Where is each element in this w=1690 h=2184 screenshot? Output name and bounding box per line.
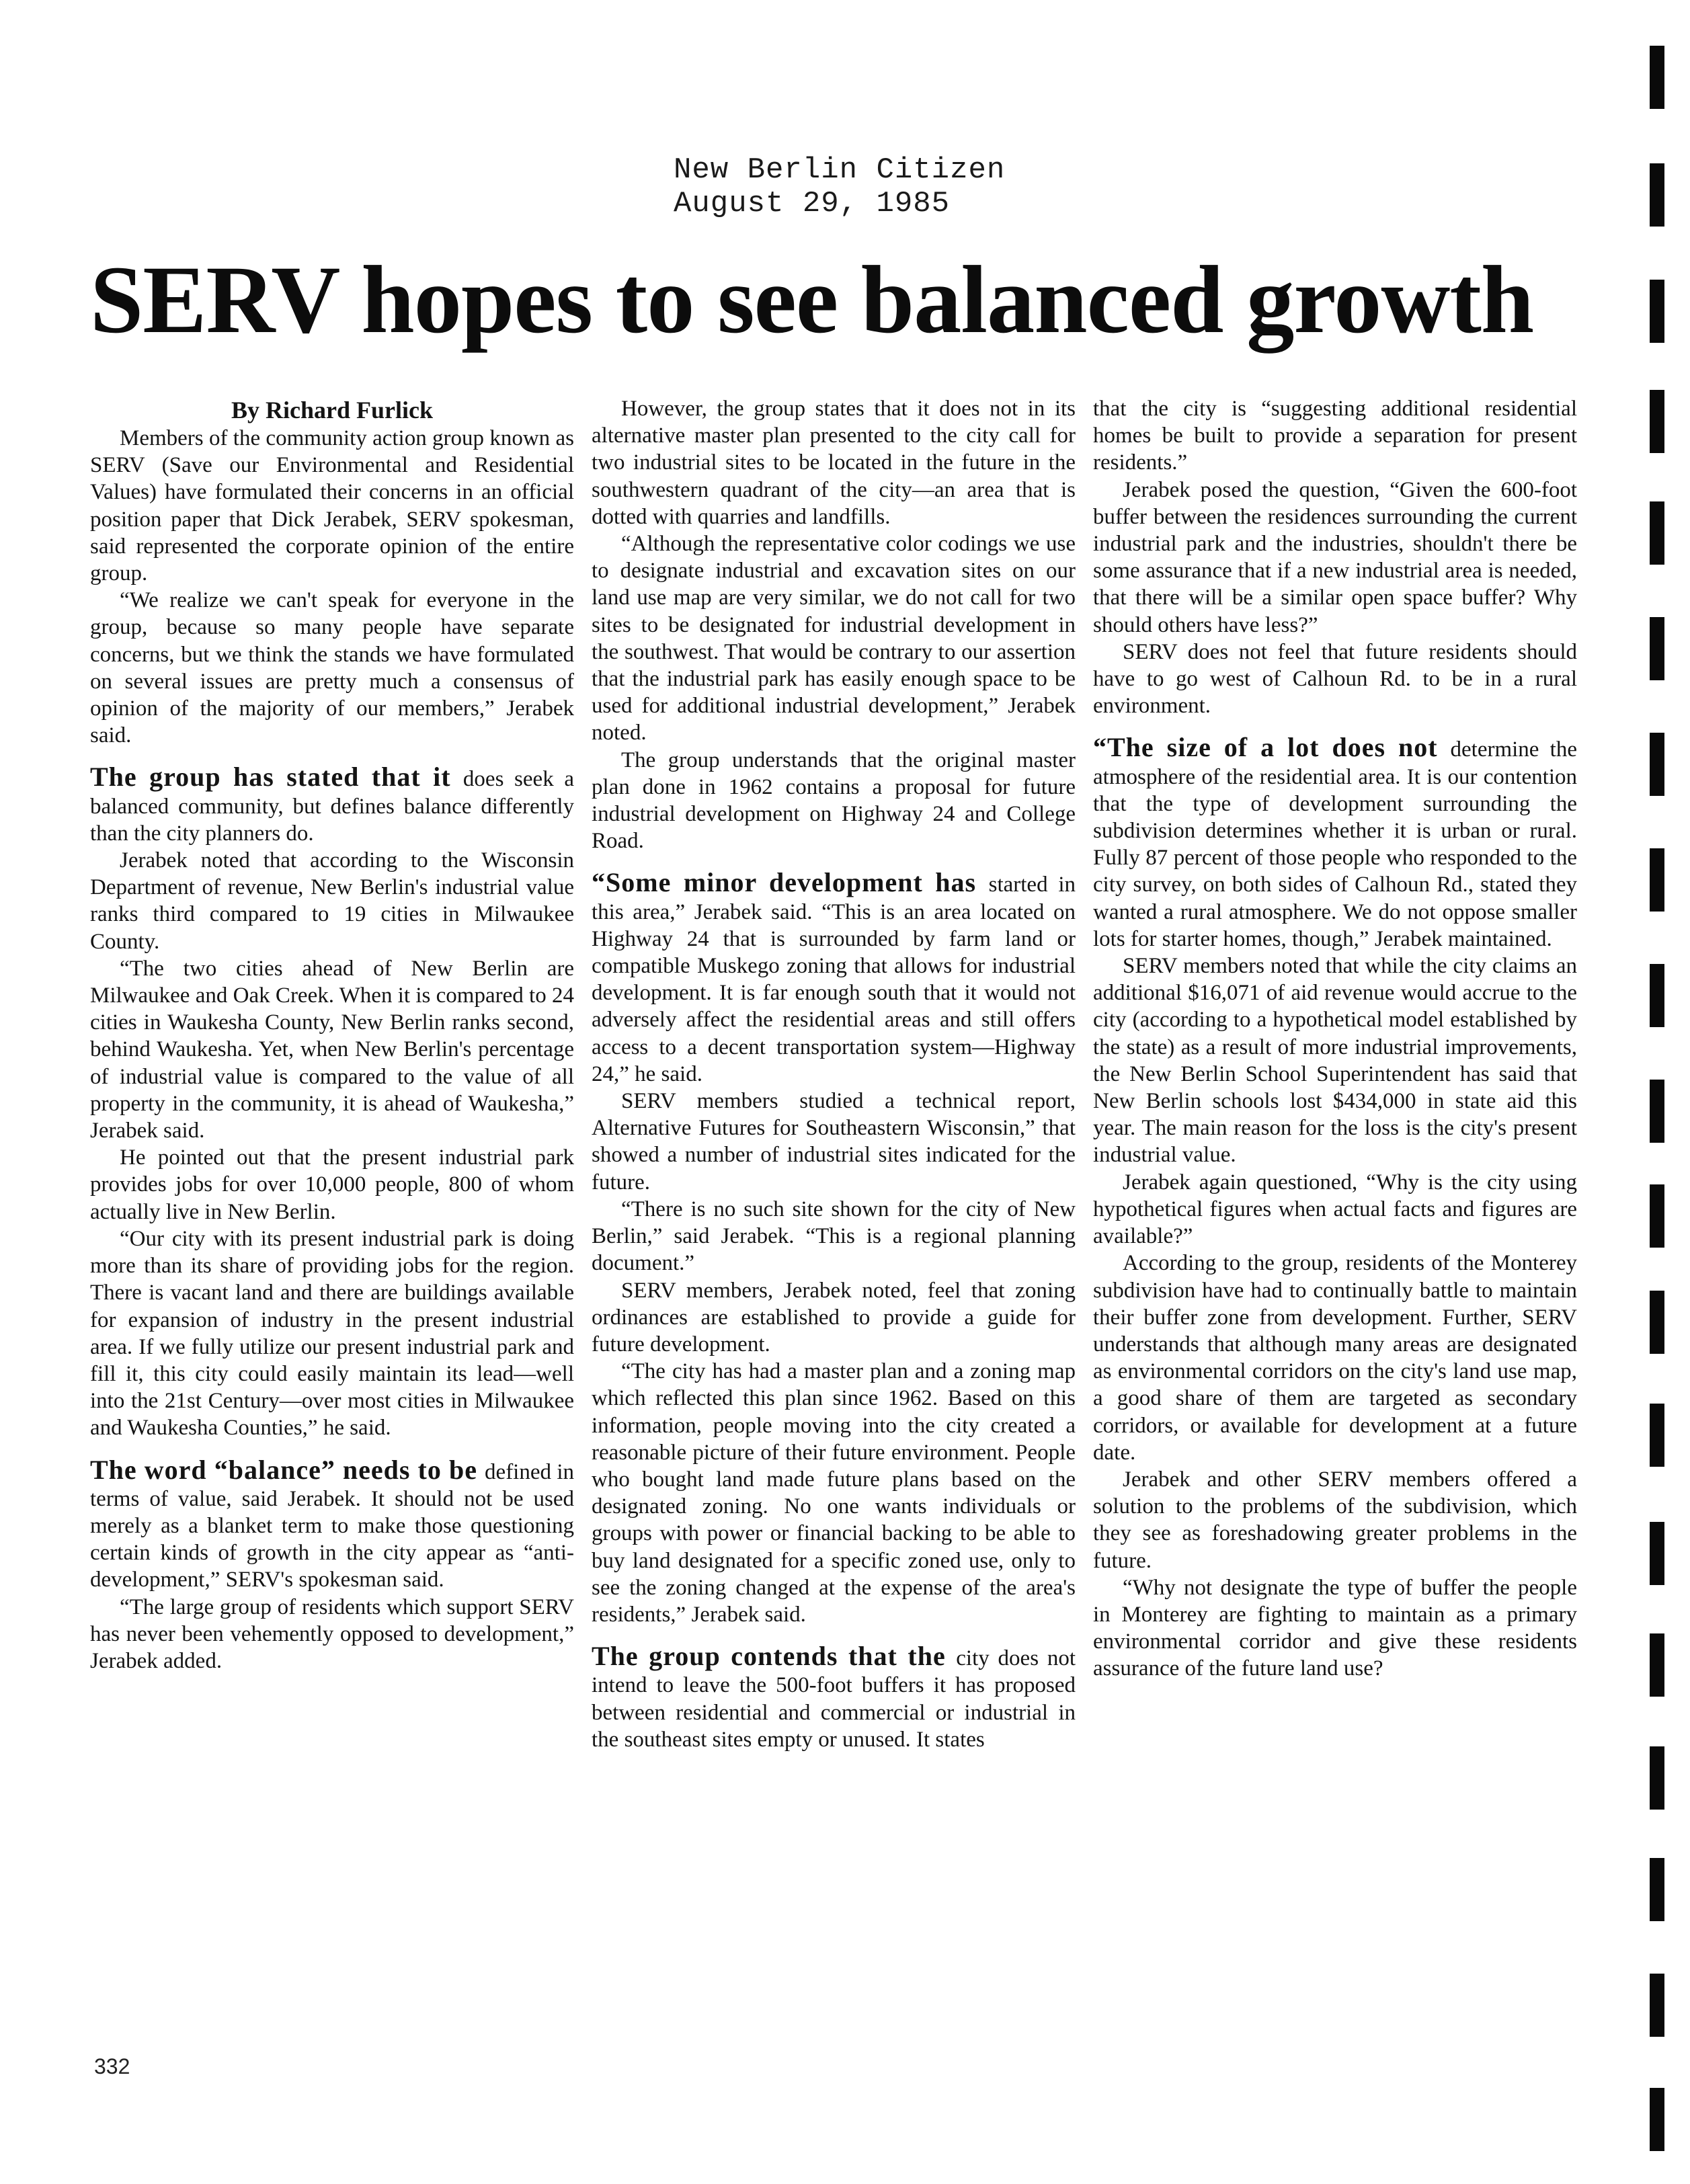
article-paragraph: “The city has had a master plan and a zoning map which reflected this plan since 1962. Based on this information, people moving into the city created a reasonable picture of their future environment. People who bought land made future plans based on the designated zoning. No one wants individuals or groups with power or financial backing to be able to buy land designated for a specific zoned use, only to see the zoning changed at the expense of the area's residents,” Jerabek said. [592,1359,1076,1627]
article-paragraph: that the city is “suggesting additional residential homes be built to provide a separation for present residents.” [1093,397,1577,475]
article-paragraph [592,869,1076,1088]
binder-mark [1650,2088,1664,2151]
lead-in-text: The group has stated that it [90,762,463,793]
binder-mark [1650,617,1664,680]
binder-mark [1650,1404,1664,1467]
lead-in-text: The group contends that the [592,1641,957,1672]
binder-mark [1650,1522,1664,1585]
article-paragraph: “There is no such site shown for the city of New Berlin,” said Jerabek. “This is a regional planning document.” [592,1197,1076,1276]
article-column-3 [1093,395,1577,1683]
article-paragraph: SERV members studied a technical report, Alternative Futures for Southeastern Wisconsin,” that showed a number of industrial sites indicated for the future. [592,1089,1076,1195]
article-paragraph: He pointed out that the present industrial park provides jobs for over 10,000 people, 800 of whom actually live in New Berlin. [90,1145,574,1224]
lead-in-continuation: defined in terms of value, said Jerabek. It should not be used merely as a blanket term to make those questioning certain kinds of growth in the city appear as “anti-development,” SERV's spokesman said. [90,1459,574,1592]
binder-mark [1650,163,1664,227]
binder-mark [1650,390,1664,453]
article-paragraph: Jerabek noted that according to the Wisconsin Department of revenue, New Berlin's industrial value ranks third compared to 19 cities in Milwaukee County. [90,848,574,954]
article-paragraph: “Our city with its present industrial park is doing more than its share of providing jobs for the region. There is vacant land and there are buildings available for expansion of industry in the present industrial area. If we fully utilize our present industrial park and fill it, this city could easily maintain its lead—well into the 21st Century—over most cities in Milwaukee and Waukesha Counties,” he said. [90,1226,574,1441]
article-paragraph: Members of the community action group known as SERV (Save our Environmental and Residential Values) have formulated their concerns in an official position paper that Dick Jerabek, SERV spokesman, said represented the corporate opinion of the entire group. [90,426,574,586]
article-column-2 [592,395,1076,1753]
article-column-1 [90,395,574,1674]
publication-name: New Berlin Citizen [674,153,1006,187]
lead-in-continuation: does seek a balanced community, but defines balance differently than the city planners do. [90,767,574,846]
lead-in-text: The word “balance” needs to be [90,1454,485,1485]
article-paragraph: “The large group of residents which support SERV has never been vehemently opposed to development,” Jerabek added. [90,1594,574,1673]
article-paragraph: “Why not designate the type of buffer the people in Monterey are fighting to maintain as a primary environmental corridor and give these residents assurance of the future land use? [1093,1575,1577,1681]
article-paragraph: The group understands that the original master plan done in 1962 contains a proposal for future industrial development on Highway 24 and College Road. [592,747,1076,854]
binder-mark [1650,848,1664,912]
lead-in-continuation: city does not intend to leave the 500-foot buffers it has proposed between residential and commercial or industrial in the southeast sites empty or unused. It states [592,1646,1076,1752]
article-paragraph: Jerabek posed the question, “Given the 600-foot buffer between the residences surrounding the current industrial park and the industries, shouldn't there be some assurance that if a new industrial area is needed, that there will be a similar open space buffer? Why should others have less?” [1093,477,1577,637]
article-byline: By Richard Furlick [231,397,433,423]
binder-mark [1650,1080,1664,1143]
article-paragraph [90,1454,574,1594]
article-paragraph: “The two cities ahead of New Berlin are Milwaukee and Oak Creek. When it is compared to 24 cities in Waukesha County, New Berlin ranks second, behind Waukesha. Yet, when New Berlin's percentage of industrial value is compared to the value of all property in the community, it is ahead of Waukesha,” Jerabek said. [90,956,574,1143]
binder-mark [1650,1633,1664,1697]
source-line [674,153,1005,220]
article-headline: SERV hopes to see balanced growth [90,247,1534,354]
lead-in-text: “The size of a lot does not [1093,732,1451,763]
publication-date: August 29, 1985 [674,187,951,220]
article-paragraph: Jerabek again questioned, “Why is the city using hypothetical figures when actual facts and figures are available?” [1093,1170,1577,1249]
article-paragraph: “We realize we can't speak for everyone in the group, because so many people have separate concerns, but we think the stands we have formulated on several issues are pretty much a consensus of opinion of the majority of our members,” Jerabek said. [90,588,574,748]
article-paragraph [90,764,574,847]
binder-mark [1650,1974,1664,2037]
lead-in-continuation: determine the atmosphere of the residential area. It is our contention that the type of development surrounding the subdivision determines whether it is urban or rural. Fully 87 percent of those people who responded to the city survey, on both sides of Calhoun Rd., stated they wanted a rural atmosphere. We do not oppose smaller lots for starter homes, though,” Jerabek maintained. [1093,737,1577,951]
binder-mark [1650,46,1664,109]
lead-in-text: “Some minor development has [592,867,989,898]
binder-mark [1650,1184,1664,1248]
article-paragraph: SERV members, Jerabek noted, feel that zoning ordinances are established to provide a guide for future development. [592,1278,1076,1357]
binder-mark [1650,1858,1664,1921]
article-paragraph [1093,734,1577,953]
binder-mark [1650,501,1664,565]
page-number: 332 [94,2054,130,2078]
article-paragraph: However, the group states that it does not in its alternative master plan presented to the city call for two industrial sites to be located in the future in the southwestern quadrant of the city—an area that is dotted with quarries and landfills. [592,397,1076,529]
article-paragraph [592,1643,1076,1753]
binder-mark [1650,733,1664,796]
binder-mark [1650,1291,1664,1354]
binder-mark [1650,964,1664,1027]
article-paragraph: Jerabek and other SERV members offered a solution to the problems of the subdivision, which they see as foreshadowing greater problems in the future. [1093,1467,1577,1573]
lead-in-continuation: started in this area,” Jerabek said. “This is an area located on Highway 24 that is surrounded by farm land or compatible Muskego zoning that allows for industrial development. It is far enough south that it would not adversely affect the residential areas and still offers access to a decent transportation system—Highway 24,” he said. [592,873,1076,1086]
article-paragraph: “Although the representative color codings we use to designate industrial and excavation sites on our land use map are very similar, we do not call for two sites to be designated for industrial development in the southwest. That would be contrary to our assertion that the industrial park has easily enough space to be used for additional industrial development,” Jerabek noted. [592,532,1076,745]
binder-mark [1650,280,1664,343]
article-paragraph: According to the group, residents of the Monterey subdivision have had to continually battle to maintain their buffer zone from development. Further, SERV understands that although many areas are designated as environmental corridors on the city's land use map, a good share of them are targeted as secondary corridors, or available for development at a future date. [1093,1251,1577,1465]
binder-mark [1650,1746,1664,1810]
article-paragraph: SERV does not feel that future residents should have to go west of Calhoun Rd. to be in a rural environment. [1093,639,1577,719]
article-paragraph: SERV members noted that while the city claims an additional $16,071 of aid revenue would accrue to the city (according to a hypothetical model established by the state) as a result of more industrial improvements, the New Berlin School Superintendent has said that New Berlin schools lost $434,000 in state aid this year. The main reason for the loss is the city's present industrial value. [1093,954,1577,1168]
